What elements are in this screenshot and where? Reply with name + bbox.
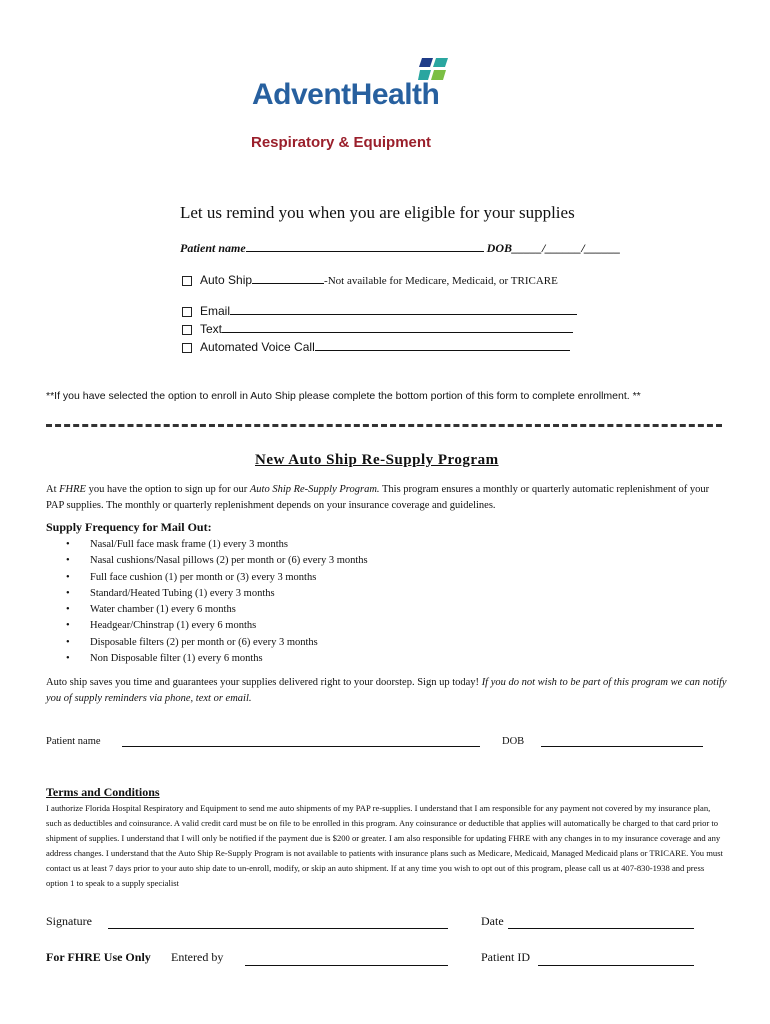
voice-call-option — [182, 339, 570, 354]
auto-ship-note: -Not available for Medicare, Medicaid, or TRICARE — [324, 275, 558, 287]
list-item: • Water chamber (1) every 6 months — [66, 604, 236, 616]
patient-name-field[interactable] — [246, 240, 484, 252]
patient-id-field[interactable] — [538, 965, 694, 966]
date-label: Date — [481, 914, 504, 928]
intro-text: you have the option to sign up for our — [85, 484, 250, 495]
signature-field[interactable] — [108, 928, 448, 929]
dob-label: DOB — [486, 241, 513, 255]
terms-body: I authorize Florida Hospital Respiratory and Equipment to send me auto shipments of my PAP re-supplies. I understand that I am responsible for any payment not covered by my insurance plan, such as deductibles and coinsurance. A valid credit card must be on file to be enrolled in this program. Any coinsurance or deductible that applies will automatically be charged to that card prior to shipment of supplies. I understand that I will only be notified if the payment due is $200 or greater. I am also responsible for updating FHRE with any changes in to my insurance coverage and any address changes. I understand that the Auto Ship Re-Supply Program is not available to patients with insurance plans such as Medicare, Medicaid, Managed Medicaid plans or TRICARE. You must contact us at least 7 days prior to your auto ship date to un-enroll, modify, or skip an auto shipment. If at any time you wish to opt out of this program, please call us at 407-830-1938 and press option 1 to speak to a supply specialist — [46, 803, 723, 888]
date-field[interactable] — [508, 928, 694, 929]
list-item: • Nasal cushions/Nasal pillows (2) per month or (6) every 3 months — [66, 555, 368, 567]
intro-program-name: Auto Ship Re-Supply Program. — [249, 484, 380, 495]
list-item: • Nasal/Full face mask frame (1) every 3 months — [66, 539, 288, 550]
auto-ship-benefit-text — [46, 675, 736, 707]
auto-ship-field[interactable] — [252, 272, 324, 284]
entered-by-field[interactable] — [245, 965, 448, 966]
enroll-patient-name-field[interactable] — [122, 746, 480, 747]
text-field[interactable] — [222, 321, 573, 333]
list-item: • Disposable filters (2) per month or (6) every 3 months — [66, 636, 318, 648]
list-item: • Standard/Heated Tubing (1) every 3 months — [66, 587, 275, 599]
terms-title: Terms and Conditions — [46, 785, 160, 799]
entered-by-label: Entered by — [171, 950, 224, 964]
enroll-dob-label: DOB — [502, 736, 525, 747]
benefit-italic-text: If you do not wish to be part of this program we can notify you of supply reminders via phone, text or email. — [46, 677, 727, 704]
supply-frequency-title: Supply Frequency for Mail Out: — [46, 520, 212, 534]
department-title: Respiratory & Equipment — [251, 134, 432, 151]
program-intro — [46, 482, 726, 514]
cut-line-divider — [46, 424, 722, 427]
patient-id-label: Patient ID — [481, 950, 530, 964]
signature-label: Signature — [46, 914, 92, 928]
benefit-text: Auto ship saves you time and guarantees your supplies delivered right to your doorstep. Sign up today! — [46, 677, 482, 688]
voice-call-checkbox[interactable] — [182, 343, 192, 353]
patient-name-label: Patient name — [180, 241, 246, 255]
auto-ship-checkbox[interactable] — [182, 276, 192, 286]
list-item: • Non Disposable filter (1) every 6 months — [66, 653, 263, 665]
text-option — [182, 321, 573, 336]
auto-ship-label: Auto Ship — [200, 273, 253, 287]
auto-ship-option — [182, 272, 558, 288]
enroll-dob-field[interactable] — [541, 746, 703, 747]
email-option — [182, 303, 577, 318]
reminder-patient-row — [180, 240, 621, 256]
intro-text: At — [46, 484, 60, 495]
supply-list — [66, 537, 368, 667]
list-item: • Headgear/Chinstrap (1) every 6 months — [66, 620, 257, 632]
enroll-note: **If you have selected the option to enroll in Auto Ship please complete the bottom portion of this form to complete enrollment. ** — [46, 390, 641, 402]
voice-call-label: Automated Voice Call — [200, 340, 315, 354]
list-item: • Full face cushion (1) per month or (3) every 3 months — [66, 571, 317, 583]
text-checkbox[interactable] — [182, 325, 192, 335]
intro-fhre: FHRE — [59, 484, 86, 495]
enroll-patient-name-label: Patient name — [46, 736, 101, 747]
email-field[interactable] — [230, 303, 577, 315]
program-title: New Auto Ship Re-Supply Program — [255, 452, 499, 468]
fhre-use-only-label: For FHRE Use Only — [46, 950, 151, 964]
voice-call-field[interactable] — [315, 339, 570, 351]
email-label: Email — [200, 304, 231, 318]
brand-logo: AdventHealth — [252, 78, 440, 111]
dob-field[interactable]: _____/______/______ — [512, 241, 621, 255]
text-label: Text — [200, 322, 223, 336]
reminder-heading: Let us remind you when you are eligible for your supplies — [180, 203, 575, 222]
intro-text: This program ensures a monthly or quarterly automatic replenishment of your PAP supplies. The monthly or quarterly replenishment depends on your insurance coverage and guidelines. — [46, 484, 710, 511]
email-checkbox[interactable] — [182, 307, 192, 317]
